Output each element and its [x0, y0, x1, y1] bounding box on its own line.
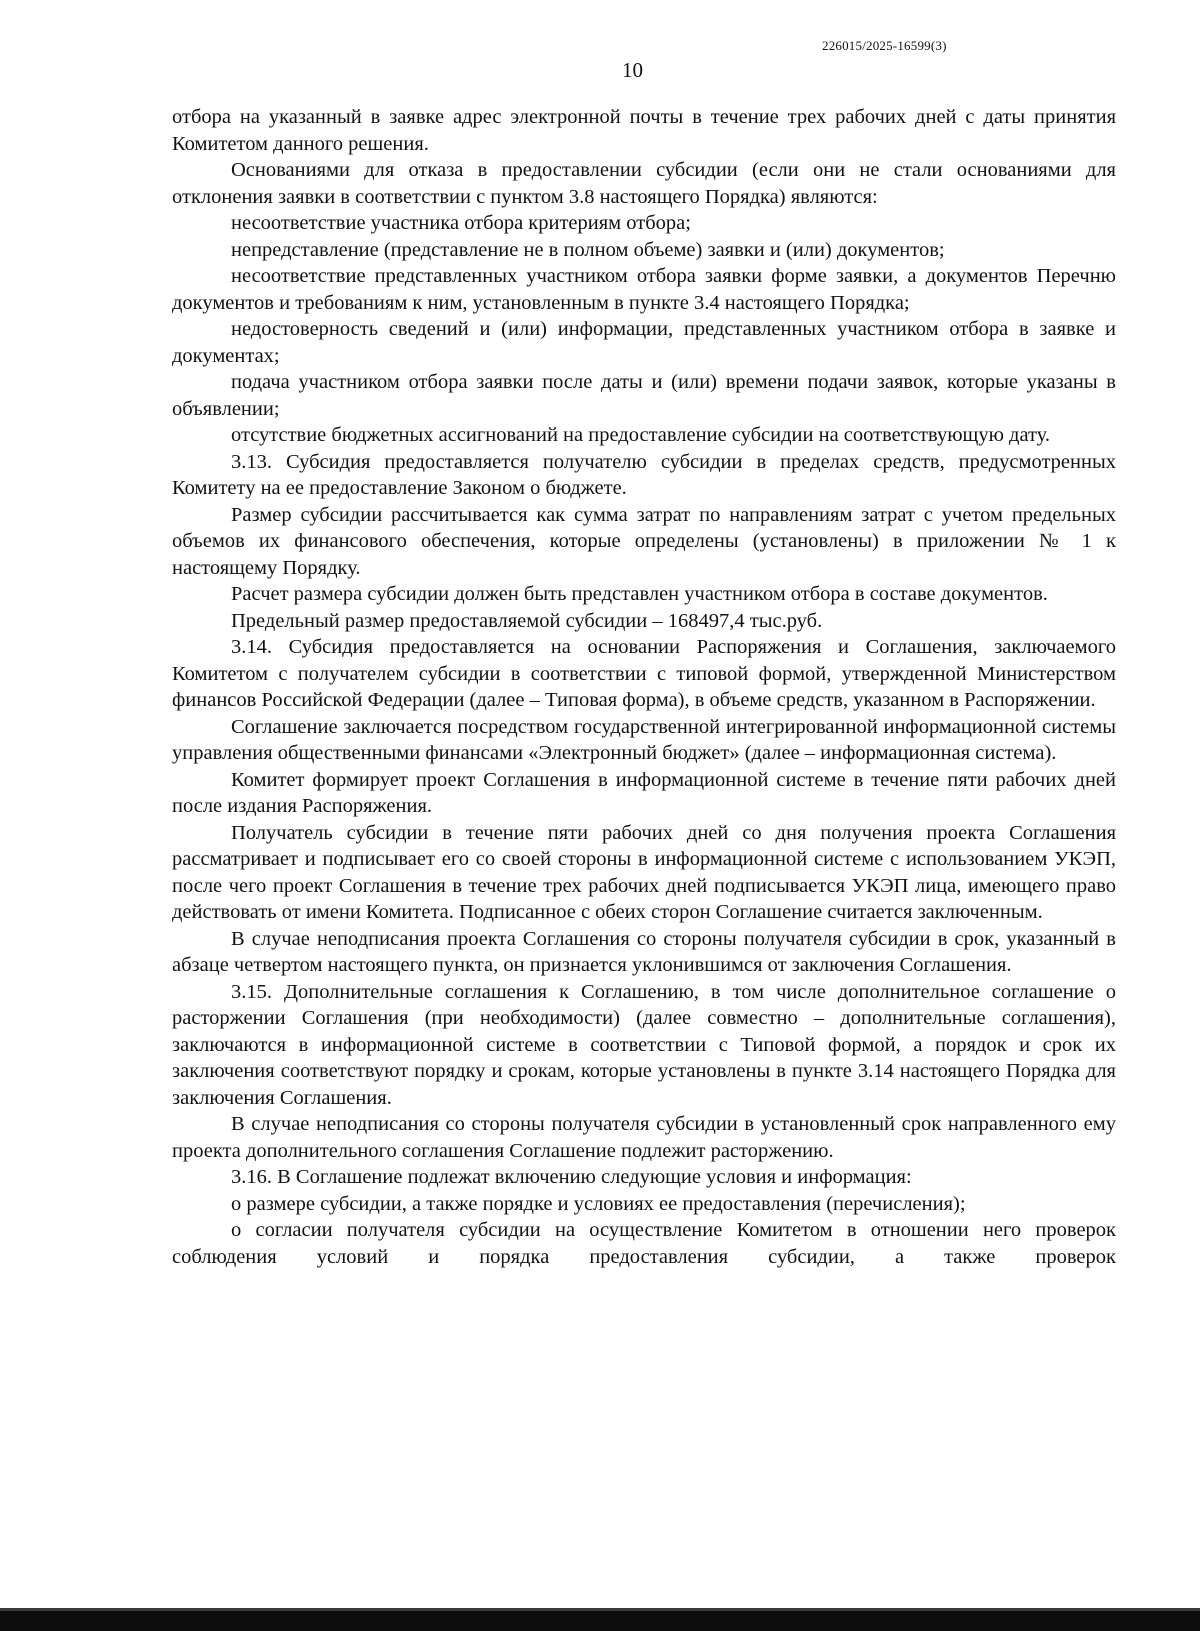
list-item: подача участником отбора заявки после даты и (или) времени подачи заявок, которые указаны в объявлении; [172, 371, 1116, 420]
page-number: 10 [622, 58, 643, 82]
list-item: недостоверность сведений и (или) информации, представленных участником отбора в заявке и документах; [172, 318, 1116, 367]
list-item: о согласии получателя субсидии на осуществление Комитетом в отношении него проверок соблюдения условий и порядка предоставления субсидии, а также проверок [172, 1219, 1116, 1268]
list-item: непредставление (представление не в полном объеме) заявки и (или) документов; [231, 238, 945, 261]
section-3-15: 3.15. Дополнительные соглашения к Соглашению, в том числе дополнительное соглашение о расторжении Соглашения (при необходимости) (далее совместно – дополнительные соглашения), заключаются в информационной системе в соответствии с Типовой формой, а порядок и срок их заключения соответствуют порядку и срокам, которые установлены в пункте 3.14 настоящего Порядка для заключения Соглашения. [172, 980, 1116, 1109]
paragraph: Основаниями для отказа в предоставлении субсидии (если они не стали основаниями для отклонения заявки в соответствии с пунктом 3.8 настоящего Порядка) являются: [172, 159, 1116, 208]
paragraph: отбора на указанный в заявке адрес электронной почты в течение трех рабочих дней с даты принятия Комитетом данного решения. [172, 106, 1116, 155]
paragraph: Расчет размера субсидии должен быть представлен участником отбора в составе документов. [231, 583, 1048, 605]
section-3-14: 3.14. Субсидия предоставляется на основании Распоряжения и Соглашения, заключаемого Комитетом с получателем субсидии в соответствии с типовой формой, утвержденной Министерством финансов Российской Федерации (далее – Типовая форма), в объеме средств, указанном в Распоряжении. [172, 636, 1116, 711]
subsidy-limit: Предельный размер предоставляемой субсидии – 168497,4 тыс.руб. [231, 609, 823, 632]
section-3-13: 3.13. Субсидия предоставляется получателю субсидии в пределах средств, предусмотренных Комитету на ее предоставление Законом о бюджете. [172, 450, 1116, 499]
list-item: отсутствие бюджетных ассигнований на предоставление субсидии на соответствующую дату. [231, 424, 1051, 446]
paragraph: В случае неподписания со стороны получателя субсидии в установленный срок направленного ему проекта дополнительного соглашения Соглашение подлежит расторжению. [172, 1113, 1116, 1162]
list-item: несоответствие представленных участником отбора заявки форме заявки, а документов Перечню документов и требованиям к ним, установленным в пункте 3.4 настоящего Порядка; [172, 265, 1116, 314]
paragraph: Размер субсидии рассчитывается как сумма затрат по направлениям затрат с учетом предельных объемов их финансового обеспечения, которые определены (установлены) в приложении № 1 к настоящему Порядку. [172, 503, 1116, 579]
list-item: о размере субсидии, а также порядке и условиях ее предоставления (перечисления); [231, 1192, 966, 1215]
paragraph: Комитет формирует проект Соглашения в информационной системе в течение пяти рабочих дней после издания Распоряжения. [172, 768, 1116, 817]
document-registration-number: 226015/2025-16599(3) [822, 38, 947, 53]
paragraph: Получатель субсидии в течение пяти рабочих дней со дня получения проекта Соглашения рассматривает и подписывает его со своей стороны в информационной системе с использованием УКЭП, после чего проект Соглашения в течение трех рабочих дней подписывается УКЭП лица, имеющего право действовать от имени Комитета. Подписанное с обеих сторон Соглашение считается заключенным. [172, 821, 1116, 923]
paragraph: Соглашение заключается посредством государственной интегрированной информационной системы управления общественными финансами «Электронный бюджет» (далее – информационная система). [172, 715, 1116, 764]
section-3-16: 3.16. В Соглашение подлежат включению следующие условия и информация: [231, 1166, 912, 1188]
paragraph: В случае неподписания проекта Соглашения со стороны получателя субсидии в срок, указанный в абзаце четвертом настоящего пункта, он признается уклонившимся от заключения Соглашения. [172, 927, 1116, 976]
document-body [172, 104, 1116, 1270]
scan-edge-bar [0, 1611, 1200, 1631]
list-item: несоответствие участника отбора критериям отбора; [231, 212, 691, 234]
